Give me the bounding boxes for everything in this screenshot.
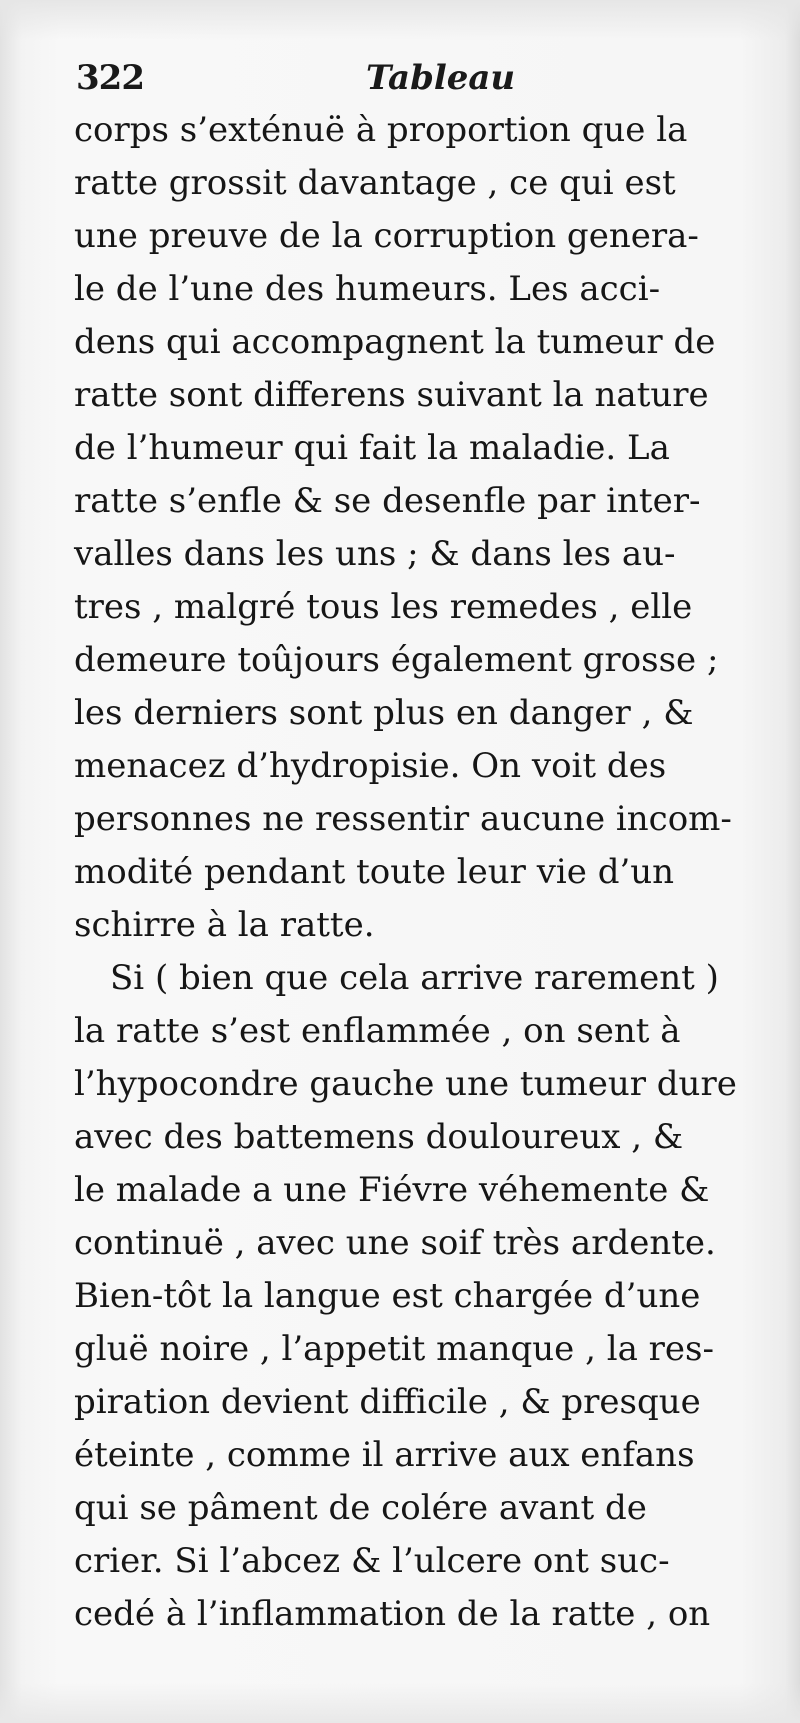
text-line: ratte grossit davantage , ce qui est — [74, 163, 676, 203]
paragraph-2 — [74, 952, 750, 1641]
paragraph-1 — [74, 104, 750, 952]
running-title: Tableau — [366, 58, 516, 98]
text-line: éteinte , comme il arrive aux enfans — [74, 1435, 695, 1475]
text-line: Bien-tôt la langue est chargée d’une — [74, 1276, 701, 1316]
text-line: le malade a une Fiévre véhemente & — [74, 1170, 710, 1210]
text-line: ratte s’enfle & se desenfle par inter- — [74, 481, 701, 521]
text-line: l’hypocondre gauche une tumeur dure — [74, 1064, 737, 1104]
text-line: demeure toûjours également grosse ; — [74, 640, 719, 680]
text-line: continuë , avec une soif très ardente. — [74, 1223, 716, 1263]
text-line: dens qui accompagnent la tumeur de — [74, 322, 716, 362]
text-line: piration devient difficile , & presque — [74, 1382, 701, 1422]
text-line: gluë noire , l’appetit manque , la res- — [74, 1329, 714, 1369]
text-line: les derniers sont plus en danger , & — [74, 693, 694, 733]
page-number: 322 — [76, 58, 144, 98]
page-body — [74, 104, 750, 1641]
text-line: avec des battemens douloureux , & — [74, 1117, 684, 1157]
text-line: modité pendant toute leur vie d’un — [74, 852, 675, 892]
text-line: personnes ne ressentir aucune incom- — [74, 799, 732, 839]
text-line: cedé à l’inflammation de la ratte , on — [74, 1594, 711, 1634]
text-line: menacez d’hydropisie. On voit des — [74, 746, 667, 786]
text-line: tres , malgré tous les remedes , elle — [74, 587, 693, 627]
text-line: schirre à la ratte. — [74, 905, 375, 945]
text-line: ratte sont differens suivant la nature — [74, 375, 709, 415]
text-line: de l’humeur qui fait la maladie. La — [74, 428, 670, 468]
text-line: la ratte s’est enflammée , on sent à — [74, 1011, 681, 1051]
text-line: qui se pâment de colére avant de — [74, 1488, 647, 1528]
text-line: corps s’exténuë à proportion que la — [74, 110, 688, 150]
text-line: le de l’une des humeurs. Les acci- — [74, 269, 661, 309]
text-line: Si ( bien que cela arrive rarement ) — [110, 958, 719, 998]
text-line: valles dans les uns ; & dans les au- — [74, 534, 676, 574]
text-line: une preuve de la corruption genera- — [74, 216, 699, 256]
text-line: crier. Si l’abcez & l’ulcere ont suc- — [74, 1541, 670, 1581]
